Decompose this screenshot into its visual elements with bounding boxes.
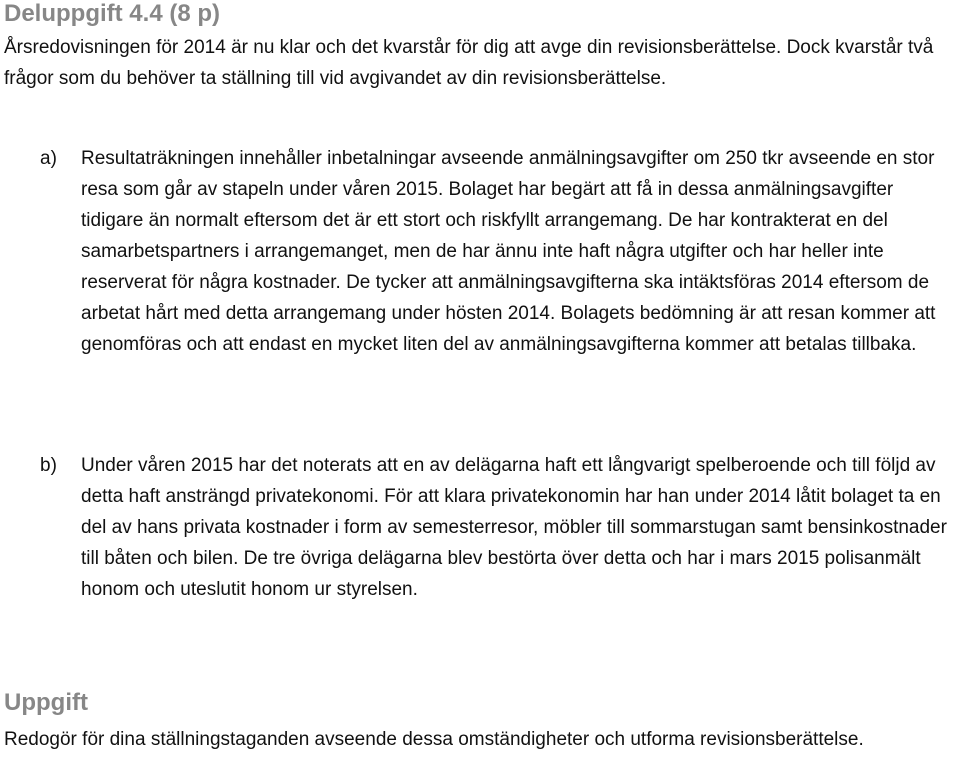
list-marker-a: a): [40, 148, 57, 169]
list-item-a-text: Resultaträkningen innehåller inbetalningar avseende anmälningsavgifter om 250 tkr avseende en stor resa som går av stapeln under våren 2015. Bolaget har begärt att få in dessa anmälningsavgifter tidigare än normalt eftersom det är ett stort och riskfyllt arrangemang. De har kontrakterat en del samarbetspartners i arrangemanget, men de har ännu inte haft några utgifter och har heller inte reserverat för några kostnader. De tycker att anmälningsavgifterna ska intäktsföras 2014 eftersom de arbetat hårt med detta arrangemang under hösten 2014. Bolagets bedömning är att resan kommer att genomföras och att endast en mycket liten del av anmälningsavgifterna kommer att betalas tillbaka.: [81, 148, 936, 355]
list-item-b: [40, 450, 958, 605]
list-item-a: [40, 143, 958, 360]
task-heading: Uppgift: [4, 689, 88, 716]
list-marker-b: b): [40, 455, 57, 476]
task-question: Redogör för dina ställningstaganden avseende dessa omständigheter och utforma revisionsberättelse.: [4, 729, 864, 750]
intro-paragraph: Årsredovisningen för 2014 är nu klar och det kvarstår för dig att avge din revisionsberättelse. Dock kvarstår två frågor som du behöver ta ställning till vid avgivandet av din revisionsberättelse.: [4, 37, 934, 89]
list-item-b-text: Under våren 2015 har det noterats att en av delägarna haft ett långvarigt spelberoende och till följd av detta haft ansträngd privatekonomi. För att klara privatekonomin har han under 2014 låtit bolaget ta en del av hans privata kostnader i form av semesterresor, möbler till sommarstugan samt bensinkostnader till båten och bilen. De tre övriga delägarna blev bestörta över detta och har i mars 2015 polisanmält honom och uteslutit honom ur styrelsen.: [81, 455, 947, 600]
task-title: Deluppgift 4.4 (8 p): [4, 0, 220, 27]
